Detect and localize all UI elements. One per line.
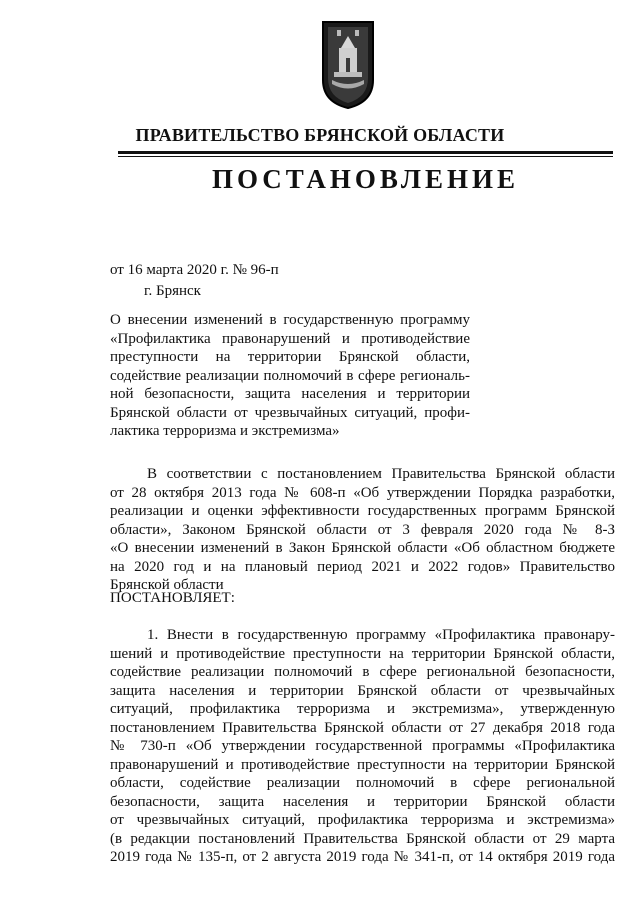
preamble-line: реализации и оценки эффективности государственных программ Брянской	[110, 503, 615, 519]
preamble-line: Брянской области	[110, 577, 224, 593]
document-city: г. Брянск	[144, 283, 201, 299]
item-line: 1. Внести в государственную программу «Профилактика правонару-	[147, 627, 615, 643]
header-rule-thin	[118, 156, 613, 157]
document-type-title: ПОСТАНОВЛЕНИЕ	[211, 164, 520, 194]
subject-line: преступности на территории Брянской области,	[110, 349, 470, 365]
item-1-paragraph	[110, 626, 615, 867]
subject-line: ной безопасности, защита населения и территории	[110, 386, 470, 402]
item-line: (в редакции постановлений Правительства Брянской области от 29 марта	[110, 830, 615, 847]
preamble-line: области», Законом Брянской области от 3 февраля 2020 года № 8-З	[110, 521, 615, 538]
bryansk-coat-of-arms-icon	[319, 18, 377, 110]
document-date-number: от 16 марта 2020 г. № 96-п	[110, 262, 279, 278]
item-line: правонарушений и противодействие преступности на территории Брянской	[110, 756, 615, 773]
item-line: безопасности, защита населения и территории Брянской области	[110, 793, 615, 810]
item-line: постановлением Правительства Брянской области от 27 декабря 2018 года	[110, 719, 615, 736]
preamble-line: на 2020 год и на плановый период 2021 и 2022 годов» Правительство	[110, 558, 615, 575]
government-title: ПРАВИТЕЛЬСТВО БРЯНСКОЙ ОБЛАСТИ	[135, 125, 505, 145]
preamble-paragraph	[110, 465, 615, 595]
item-line: области, содействие реализации полномочий в сфере региональной	[110, 775, 615, 791]
header-rule-thick	[118, 151, 613, 154]
item-line: содействие реализации полномочий в сфере региональной безопасности,	[110, 664, 615, 680]
preamble-line: «О внесении изменений в Закон Брянской области «Об областном бюджете	[110, 540, 615, 556]
preamble-line: В соответствии с постановлением Правительства Брянской области	[147, 466, 615, 482]
item-line: ситуаций, профилактика терроризма и экстремизма», утвержденную	[110, 701, 615, 717]
resolve-keyword: ПОСТАНОВЛЯЕТ:	[110, 590, 235, 606]
subject-line: О внесении изменений в государственную программу	[110, 312, 470, 328]
subject-line: лактика терроризма и экстремизма»	[110, 423, 340, 439]
item-line: шений и противодействие преступности на территории Брянской области,	[110, 645, 615, 662]
subject-line: «Профилактика правонарушений и противодействие	[110, 330, 470, 347]
subject-line: содействие реализации полномочий в сфере региональ-	[110, 367, 470, 384]
item-line: № 730-п «Об утверждении государственной программы «Профилактика	[110, 738, 615, 754]
item-line: защита населения и территории Брянской области от чрезвычайных	[110, 682, 615, 699]
document-subject	[110, 311, 470, 441]
subject-line: Брянской области от чрезвычайных ситуаций, профи-	[110, 404, 470, 421]
item-line: 2019 года № 135-п, от 2 августа 2019 года № 341-п, от 14 октября 2019 года	[110, 849, 615, 865]
item-line: от чрезвычайных ситуаций, профилактика терроризма и экстремизма»	[110, 812, 615, 828]
preamble-line: от 28 октября 2013 года № 608-п «Об утверждении Порядка разработки,	[110, 484, 615, 501]
